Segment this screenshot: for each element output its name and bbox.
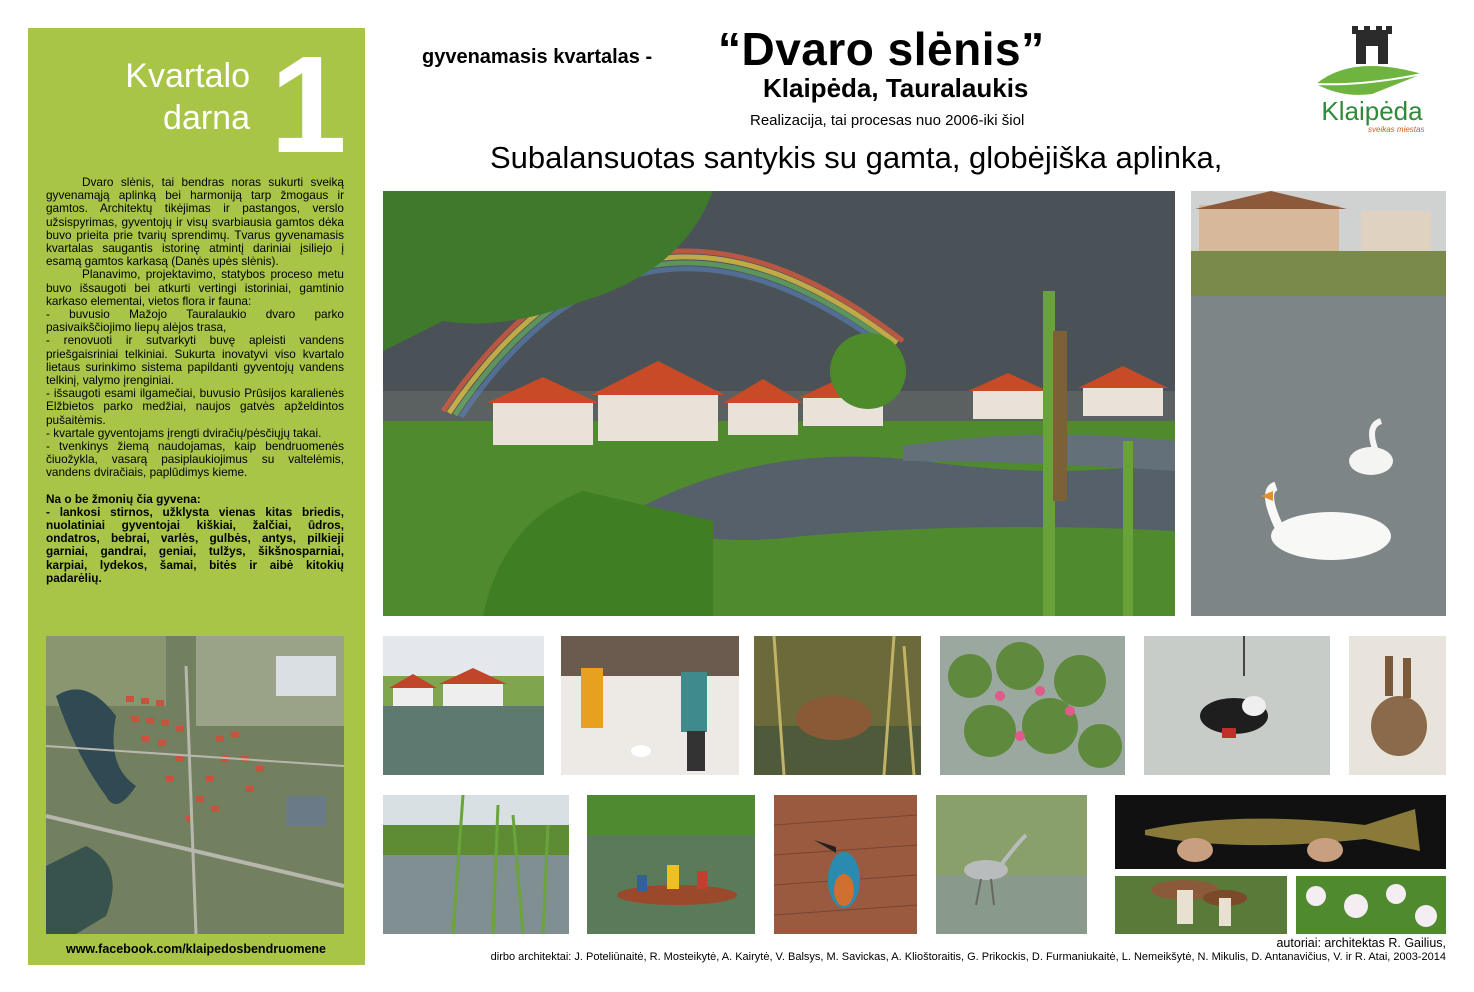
section-title-line1: Kvartalo	[125, 57, 250, 95]
intro-paragraph: Dvaro slėnis, tai bendras noras sukurti sveiką gyvenamąją aplinką bei harmoniją tarp žmogaus ir gamtos. Architektų tikėjimas ir pastangos, verslo užsispyrimas, gyventojų ir visų svarbiausia gamtos dėka buvo prieita prie tvarių sprendimų. Tvarus gyvenamasis kvartalas saugantis istorinę atmintį dariniai įsiliejo į esamą gamtos karkasą (Danės upės slėnis).	[46, 175, 344, 269]
process-paragraph: Planavimo, projektavimo, statybos proceso metu buvo išsaugoti bei atkurti vertingi istoriniai, gamtinio karkaso elementai, vietos flora ir fauna:	[46, 267, 344, 308]
mushrooms-photo	[1115, 876, 1287, 934]
clover-flowers-photo	[1296, 876, 1446, 934]
aerial-map-image	[46, 636, 344, 934]
credits-authors: autoriai: architektas R. Gailius,	[1276, 936, 1446, 950]
section-title-line2: darna	[163, 99, 250, 137]
muskrat-photo	[754, 636, 921, 775]
section-title	[88, 55, 250, 139]
boating-photo	[587, 795, 755, 934]
header-period: Realizacija, tai procesas nuo 2006-iki šiol	[750, 112, 1025, 129]
hare-photo	[1349, 636, 1446, 775]
houses-reflection-photo	[383, 636, 544, 775]
bullet-pond-use: - tvenkinys žiemą naudojamas, kaip bendruomenės čiuožykla, vasarą pasiplaukiojimus su valtelėmis, vandens dviračiais, paplūdimys kieme.	[46, 439, 344, 480]
tagline: Subalansuotas santykis su gamta, globėjiška aplinka,	[490, 140, 1223, 175]
bullet-alley: - buvusio Mažojo Tauralaukio dvaro parko pasivaikščiojimo liepų alėjos trasa,	[46, 307, 344, 335]
bullet-paths: - kvartale gyventojams įrengti dviračių/pėsčiųjų takai.	[46, 425, 322, 440]
winter-ice-skating-photo	[561, 636, 739, 775]
logo-subtitle: sveikas miestas	[1368, 125, 1425, 134]
credits-architects: dirbo architektai: J. Poteliūnaitė, R. Mosteikytė, A. Kairytė, V. Balsys, M. Savickas, A. Klioštoraitis, G. Prikockis, D. Furmaniukaitė, L. Nemeikšytė, N. Mikulis, D. Antanavičius, V. ir R. Atai, 2003-2014	[490, 951, 1446, 963]
swans-photo	[1191, 191, 1446, 616]
header-prefix: gyvenamasis kvartalas -	[422, 46, 653, 68]
logo-name: Klaipėda	[1321, 96, 1423, 126]
page-title: “Dvaro slėnis”	[718, 23, 1045, 75]
main-photo-rainbow-houses	[383, 191, 1175, 616]
bullet-ponds: - renovuoti ir sutvarkyti buvę apleisti vandens priešgaisriniai telkiniai. Sukurta inovatyvi viso kvartalo lietaus surinkimo sistema papildanti gyventojų vandens telkinį, valymo įrenginiai.	[46, 333, 344, 388]
fauna-text: - lankosi stirnos, užklysta vienas kitas briedis, nuolatiniai gyventojai kiškiai, žalčiai, ūdros, ondatros, bebrai, varlės, gulbės, antys, pilkieji garniai, gandrai, geniai, tulžys, šikšnosparniai, karpiai, lydekos, šamai, bitės ir aibė kitokių padarėlių.	[46, 504, 344, 585]
kingfisher-photo	[774, 795, 917, 934]
reeds-pond-photo	[383, 795, 569, 934]
bullet-trees: - išsaugoti esami ilgamečiai, buvusio Prūsijos karalienės Elžbietos parko medžiai, naujos gatvės apželdintos pušaitėmis.	[46, 386, 344, 427]
body-text	[46, 176, 344, 585]
section-number: 1	[270, 28, 347, 182]
header-city: Klaipėda, Tauralaukis	[763, 73, 1029, 103]
water-lilies-photo	[940, 636, 1125, 775]
facebook-link[interactable]: www.facebook.com/klaipedosbendruomene	[65, 942, 326, 956]
fauna-heading: Na o be žmonių čia gyvena:	[46, 491, 201, 506]
woodpecker-photo	[1144, 636, 1330, 775]
pike-fish-photo	[1115, 795, 1446, 869]
heron-photo	[936, 795, 1087, 934]
